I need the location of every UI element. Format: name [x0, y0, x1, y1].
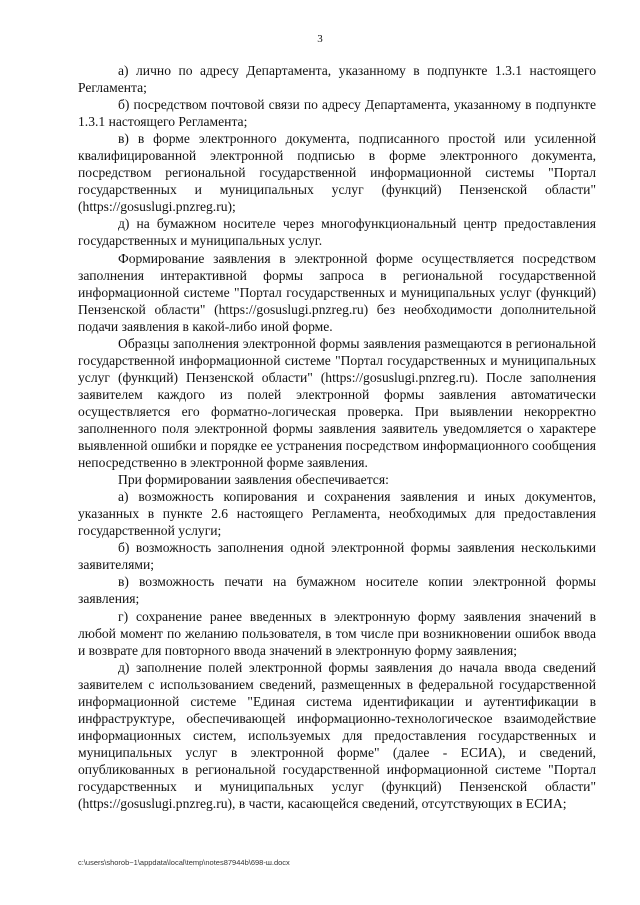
paragraph-item-v-electronic: в) в форме электронного документа, подписанного простой или усиленной квалифицированной электронной подписью в форме электронного документа, посредством региональной государственной информационной системы "Портал государственных и муниципальных услуг (функций) Пензенской области" (https://gosuslugi.pnzreg.ru); [78, 131, 596, 215]
paragraph-provided-g: г) сохранение ранее введенных в электронную форму заявления значений в любой момент по желанию пользователя, в том числе при возникновении ошибок ввода и возврате для повторного ввода значений в электронную форму заявления; [78, 608, 596, 658]
paragraph-provided-heading: При формировании заявления обеспечивается: [118, 472, 389, 488]
paragraph-provided-b: б) возможность заполнения одной электронной формы заявления несколькими заявителями; [78, 540, 596, 573]
footer-file-path: c:\users\shorob~1\appdata\local\temp\notes87944b\698-ш.docx [78, 858, 290, 867]
paragraph-provided-d: д) заполнение полей электронной формы заявления до начала ввода сведений заявителем с использованием сведений, размещенных в федеральной государственной информационной системе "Единая система идентификации и аутентификации в инфраструктуре, обеспечивающей информационно-технологическое взаимодействие информационных систем, используемых для предоставления государственных и муниципальных услуг в электронной форме" (далее - ЕСИА), и сведений, опубликованных в региональной государственной информационной системе "Портал государственных и муниципальных услуг (функций) Пензенской области" (https://gosuslugi.pnzreg.ru), в части, касающейся сведений, отсутствующих в ЕСИА; [78, 659, 596, 812]
paragraph-item-b-by-mail: б) посредством почтовой связи по адресу Департамента, указанному в подпункте 1.3.1 настоящего Регламента; [78, 97, 596, 130]
paragraph-electronic-form: Формирование заявления в электронной форме осуществляется посредством заполнения интерактивной формы запроса в региональной государственной информационной системе "Портал государственных и муниципальных услуг (функций) Пензенской области" (https://gosuslugi.pnzreg.ru) без необходимости дополнительной подачи заявления в какой-либо иной форме. [78, 250, 596, 334]
paragraph-item-a-in-person: а) лично по адресу Департамента, указанному в подпункте 1.3.1 настоящего Регламента; [78, 63, 596, 96]
page-number: 3 [317, 33, 323, 45]
paragraph-item-d-paper-mfc: д) на бумажном носителе через многофункциональный центр предоставления государственных и муниципальных услуг. [78, 216, 596, 249]
document-body [78, 62, 596, 812]
paragraph-provided-v: в) возможность печати на бумажном носителе копии электронной формы заявления; [78, 574, 596, 607]
paragraph-form-samples: Образцы заполнения электронной формы заявления размещаются в региональной государственной информационной системе "Портал государственных и муниципальных услуг (функций) Пензенской области" (https://gosuslugi.pnzreg.ru). После заполнения заявителем каждого из полей электронной формы заявления автоматически осуществляется его форматно-логическая проверка. При выявлении некорректно заполненного поля электронной формы заявления заявитель уведомляется о характере выявленной ошибки и порядке ее устранения посредством информационного сообщения непосредственно в электронной форме заявления. [78, 335, 596, 471]
paragraph-provided-a: а) возможность копирования и сохранения заявления и иных документов, указанных в пункте 2.6 настоящего Регламента, необходимых для предоставления государственной услуги; [78, 489, 596, 539]
